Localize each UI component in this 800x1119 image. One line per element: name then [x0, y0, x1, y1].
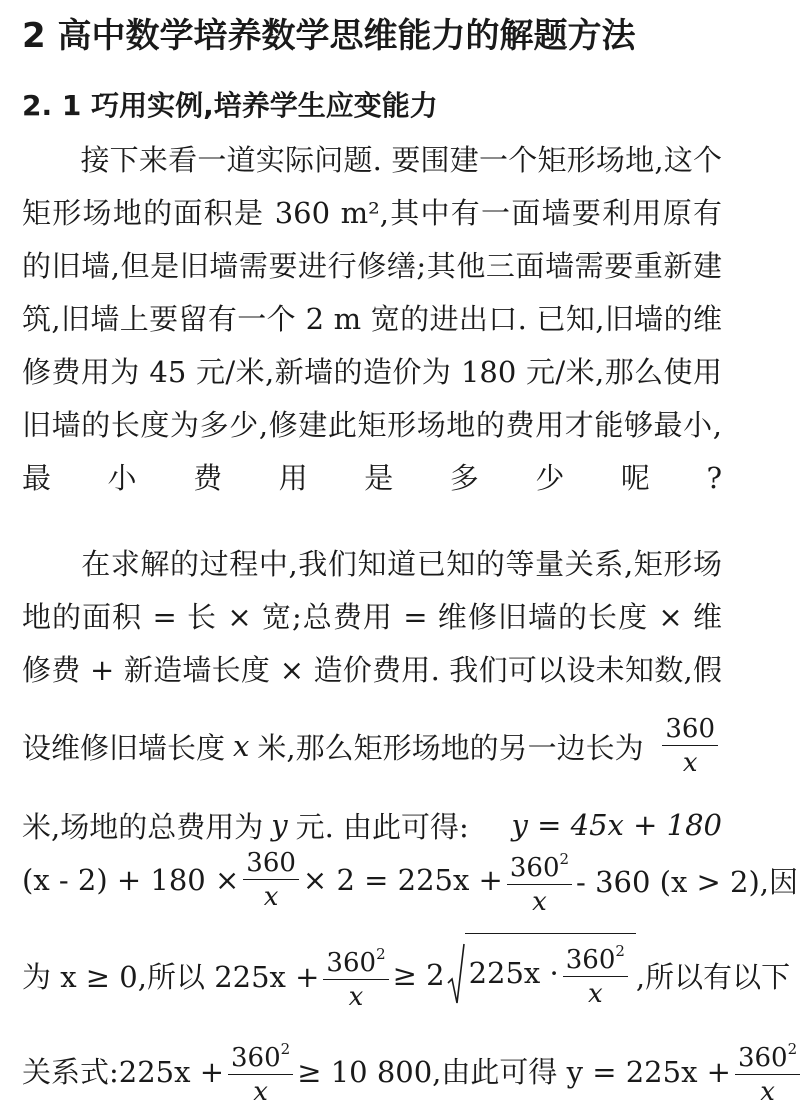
fraction-denominator: x	[253, 1076, 268, 1107]
fraction-numerator	[323, 939, 388, 980]
math-text: 设维修旧墙长度	[22, 730, 226, 765]
numerator-base: 360	[565, 945, 616, 975]
exponent: 2	[615, 942, 625, 960]
fraction-squared	[228, 1034, 293, 1107]
subsection-title: 2. 1 巧用实例,培养学生应变能力	[22, 89, 438, 122]
math-seg: (x - 2) + 180 ×	[22, 863, 240, 897]
math-seg: ,所以有以下	[635, 959, 791, 994]
radical-sign-icon	[447, 943, 465, 1007]
exponent: 2	[787, 1039, 798, 1058]
fraction-numerator	[228, 1034, 293, 1075]
math-seg: × 2 = 225x +	[302, 863, 503, 897]
numerator-base: 360	[326, 947, 377, 978]
variable-y: y	[271, 808, 288, 842]
exponent: 2	[280, 1039, 291, 1058]
fraction-denominator: x	[760, 1076, 775, 1107]
square-root	[447, 941, 636, 1009]
fraction-denominator: x	[348, 981, 364, 1012]
math-line-4	[22, 935, 791, 1015]
fraction-denominator: x	[532, 886, 547, 917]
numerator-base: 360	[509, 852, 560, 883]
math-text: 米,场地的总费用为	[22, 809, 264, 844]
math-line-5	[22, 1030, 798, 1110]
fraction-denominator: x	[587, 979, 603, 1009]
variable-x: x	[233, 729, 250, 763]
section-title: 2 高中数学培养数学思维能力的解题方法	[22, 16, 636, 56]
numerator-base: 360	[231, 1042, 281, 1073]
fraction	[662, 714, 718, 778]
math-seg: - 360 (x > 2),因	[576, 864, 799, 899]
fraction	[243, 848, 299, 912]
math-seg: 为 x ≥ 0,所以 225x +	[22, 959, 320, 994]
math-line-3	[22, 840, 799, 920]
math-seg: ≥ 10 800,由此可得 y = 225x +	[297, 1054, 731, 1089]
fraction-squared	[323, 939, 388, 1012]
fraction-squared	[507, 844, 572, 917]
fraction-numerator	[735, 1034, 800, 1075]
math-text: 225x ·	[468, 955, 559, 990]
math-line-1	[22, 706, 722, 786]
fraction-numerator	[507, 844, 572, 885]
radicand	[465, 933, 636, 1009]
numerator-base: 360	[737, 1042, 788, 1073]
math-seg	[22, 726, 644, 767]
exponent: 2	[376, 944, 386, 963]
equation-start: y = 45x + 180	[511, 808, 722, 842]
paragraph-solution: 在求解的过程中,我们知道已知的等量关系,矩形场地的面积 = 长 × 宽;总费用 = 维修旧墙的长度 × 维修费 + 新造墙长度 × 造价费用. 我们可以设未知数,假	[22, 547, 722, 687]
paragraph-problem: 接下来看一道实际问题. 要围建一个矩形场地,这个矩形场地的面积是 360 m²,其中有一面墙要利用原有的旧墙,但是旧墙需要进行修缮;其他三面墙需要重新建筑,旧墙上要留有一个 2 m 宽的进出口. 已知,旧墙的维修费用为 45 元/米,新墙的造价为 180 元/米,那么使用旧墙的长度为多少,修建此矩形场地的费用才能够最小,最小费用是多少呢?	[22, 143, 722, 495]
fraction-numerator: 360	[662, 714, 718, 746]
fraction-squared	[735, 1034, 800, 1107]
math-text: 米,那么矩形场地的另一边长为	[257, 730, 644, 765]
exponent: 2	[559, 849, 570, 868]
math-seg: ≥ 2	[392, 958, 445, 992]
math-text: 元. 由此可得:	[295, 809, 469, 844]
fraction-numerator	[563, 936, 628, 977]
math-seg: 关系式:225x +	[22, 1054, 224, 1089]
fraction-squared	[563, 936, 628, 1009]
fraction-numerator: 360	[243, 848, 299, 880]
fraction-denominator: x	[682, 748, 698, 778]
fraction-denominator: x	[263, 882, 279, 912]
